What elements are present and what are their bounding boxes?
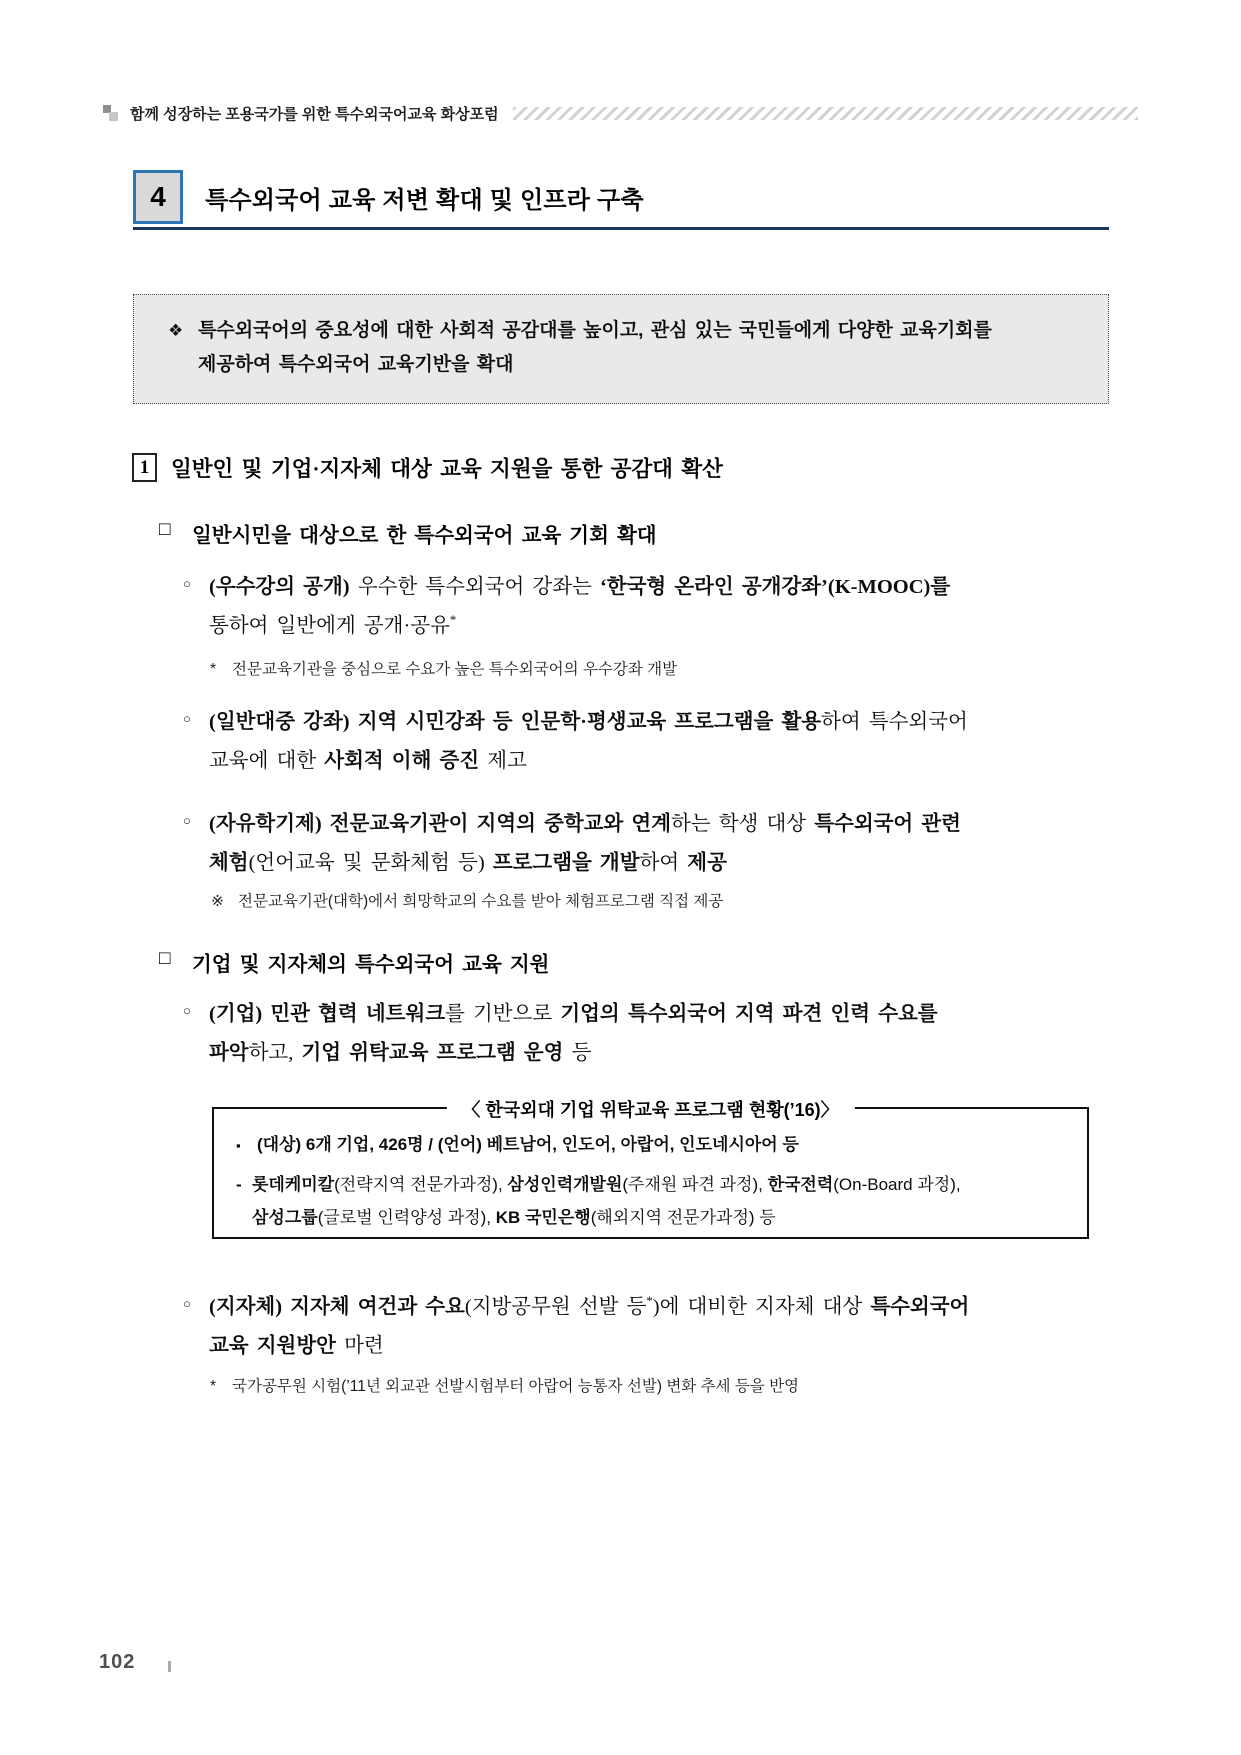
- running-head: [103, 102, 1138, 124]
- section-title: 특수외국어 교육 저변 확대 및 인프라 구축: [205, 186, 644, 214]
- hufs-program-line1-text: (대상) 6개 기업, 426명 / (언어) 베트남어, 인도어, 아랍어, 인도네시아어 등: [257, 1135, 799, 1154]
- circle-bullet-icon: ○: [183, 1296, 191, 1311]
- section-number-box: 4: [133, 170, 183, 224]
- header-hatch-bar: [513, 107, 1138, 120]
- footer-tick-mark: [168, 1661, 171, 1672]
- circle-bullet-icon: ○: [183, 813, 191, 828]
- reference-mark: ※: [211, 893, 224, 910]
- circle-bullet-icon: ○: [183, 576, 191, 591]
- bullet-mooc: [183, 568, 950, 646]
- page-number: 102: [99, 1651, 136, 1673]
- asterisk-marker: *: [210, 661, 217, 678]
- hufs-program-line2: [236, 1168, 1069, 1234]
- footnote-local-gov: [210, 1376, 799, 1398]
- footnote-local-gov-text: 국가공무원 시험(’11년 외교관 선발시험부터 아랍어 능통자 선발) 변화 추세 등을 반영: [232, 1378, 800, 1395]
- summary-box: [133, 294, 1109, 404]
- hufs-program-line1: [236, 1133, 1069, 1158]
- dash-bullet-icon: -: [236, 1175, 242, 1194]
- heading-business-text: 기업 및 지자체의 특수외국어 교육 지원: [192, 954, 550, 976]
- header-squares-icon: [103, 104, 119, 122]
- hufs-program-box: [212, 1100, 1089, 1239]
- footnote-mooc: [210, 659, 677, 681]
- bullet-mooc-text: (우수강의 공개) 우수한 특수외국어 강좌는 ‘한국형 온라인 공개강좌’(K-MOOC)를 통하여 일반에게 공개·공유*: [209, 576, 951, 637]
- hufs-program-line2-text: 롯데케미칼(전략지역 전문가과정), 삼성인력개발원(주재원 파견 과정), 한국전력(On-Board 과정), 삼성그룹(글로벌 인력양성 과정), KB 국민은행(해외지역 전문가과정) 등: [252, 1175, 961, 1227]
- bullet-free-semester-text: (자유학기제) 전문교육기관이 지역의 중학교와 연계하는 학생 대상 특수외국어 관련 체험(언어교육 및 문화체험 등) 프로그램을 개발하여 제공: [209, 813, 961, 874]
- square-bullet-icon: □: [159, 948, 171, 969]
- hufs-program-box-title: 〈 한국외대 기업 위탁교육 프로그램 현황(’16)〉: [446, 1096, 854, 1122]
- circle-bullet-icon: ○: [183, 1003, 191, 1018]
- small-square-bullet-icon: ▪: [236, 1138, 241, 1153]
- bullet-company-text: (기업) 민관 협력 네트워크를 기반으로 기업의 특수외국어 지역 파견 인력 수요를 파악하고, 기업 위탁교육 프로그램 운영 등: [209, 1003, 938, 1064]
- heading-citizen-text: 일반시민을 대상으로 한 특수외국어 교육 기회 확대: [192, 525, 657, 547]
- subsection-title: 일반인 및 기업·지자체 대상 교육 지원을 통한 공감대 확산: [171, 457, 723, 481]
- subsection-number-box: 1: [132, 453, 157, 482]
- bullet-public-lecture-text: (일반대중 강좌) 지역 시민강좌 등 인문학·평생교육 프로그램을 활용하여 특수외국어 교육에 대한 사회적 이해 증진 제고: [209, 711, 968, 772]
- subsection-heading: [132, 452, 723, 483]
- bullet-public-lecture: [183, 703, 968, 781]
- summary-text: 특수외국어의 중요성에 대한 사회적 공감대를 높이고, 관심 있는 국민들에게 다양한 교육기회를 제공하여 특수외국어 교육기반을 확대: [198, 320, 992, 375]
- hufs-program-box-content: [214, 1109, 1087, 1234]
- footnote-mooc-text: 전문교육기관을 중심으로 수요가 높은 특수외국어의 우수강좌 개발: [232, 661, 678, 678]
- bullet-free-semester: [183, 805, 961, 883]
- bullet-local-gov: [183, 1288, 969, 1366]
- heading-citizen: [159, 518, 657, 548]
- asterisk-marker: *: [210, 1378, 217, 1395]
- diamond-bullet-icon: ❖: [168, 321, 184, 340]
- note-free-semester-text: 전문교육기관(대학)에서 희망학교의 수요를 받아 체험프로그램 직접 제공: [238, 893, 724, 910]
- bullet-local-gov-text: (지자체) 지자체 여건과 수요(지방공무원 선발 등*)에 대비한 지자체 대상 특수외국어 교육 지원방안 마련: [209, 1294, 970, 1357]
- summary-row: [168, 314, 1078, 382]
- page-footer: [99, 1651, 171, 1674]
- section-header: [133, 167, 1109, 230]
- circle-bullet-icon: ○: [183, 711, 191, 726]
- heading-business: [159, 947, 549, 977]
- bullet-company: [183, 995, 938, 1073]
- square-bullet-icon: □: [159, 519, 171, 540]
- note-free-semester: [211, 891, 723, 913]
- running-head-title: 함께 성장하는 포용국가를 위한 특수외국어교육 화상포럼: [130, 105, 499, 123]
